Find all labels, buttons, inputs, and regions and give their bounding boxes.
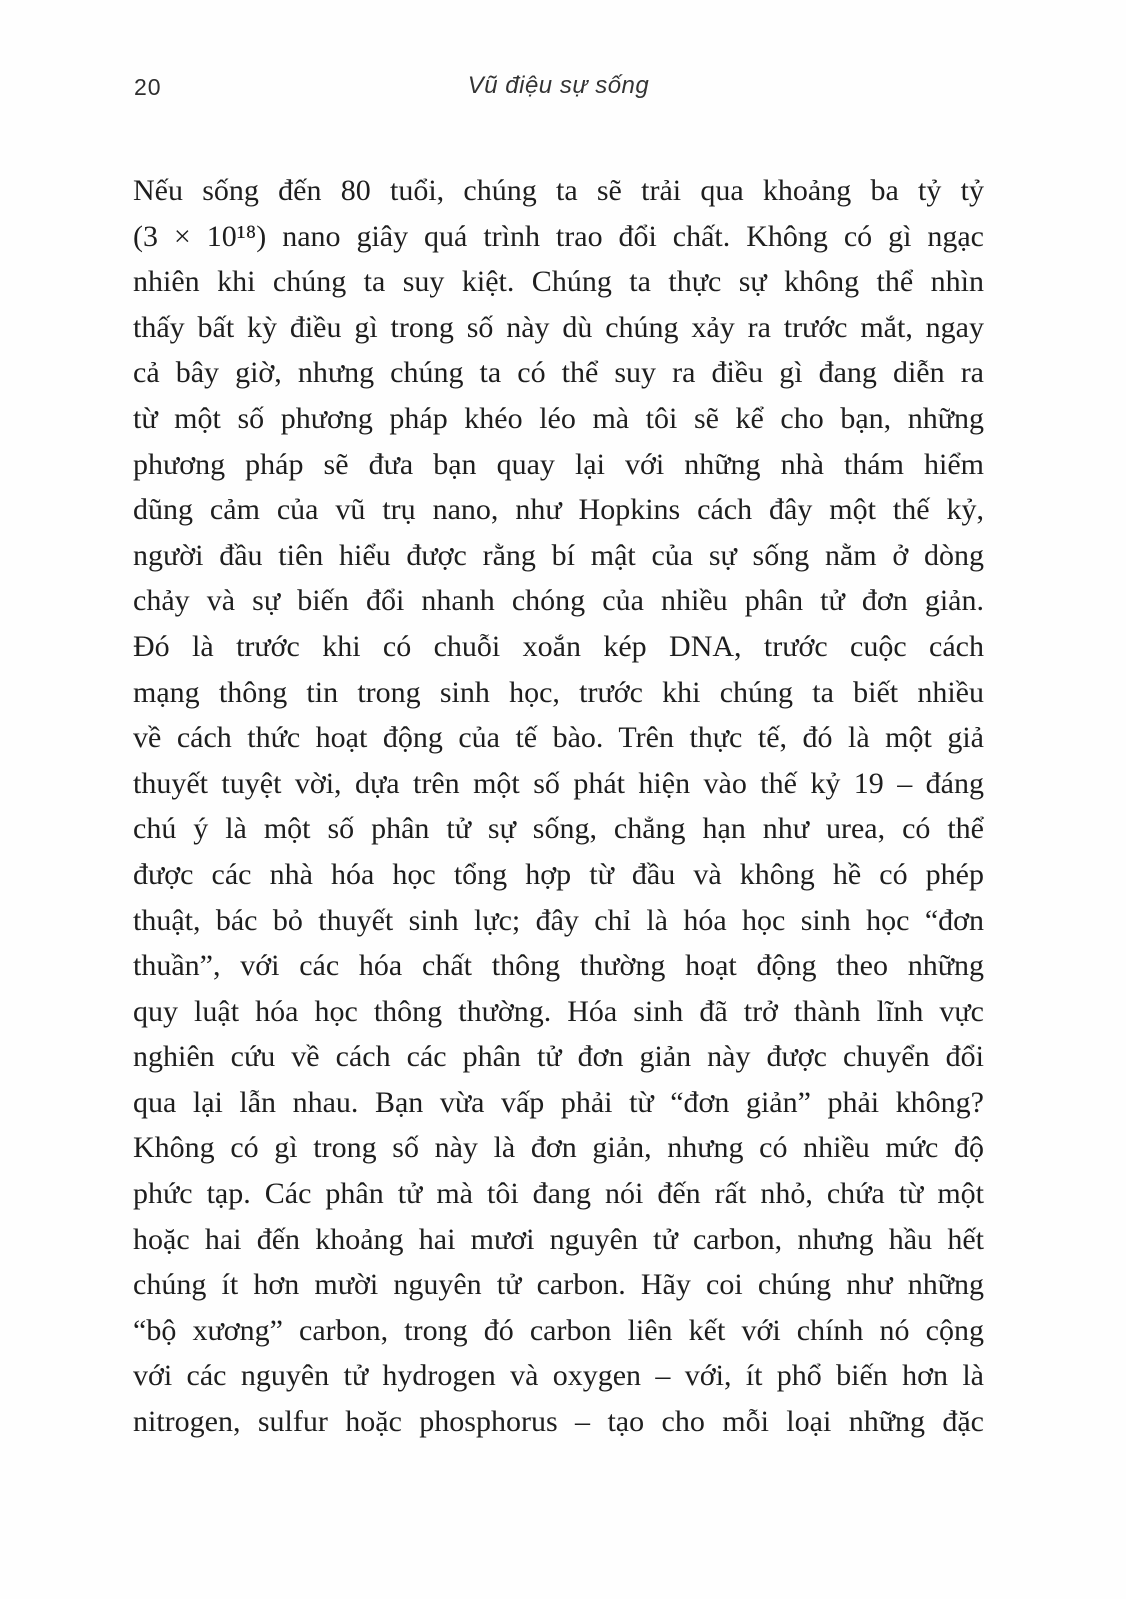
text-line: hoặc hai đến khoảng hai mươi nguyên tử carbon, nhưng hầu hết: [133, 1222, 984, 1256]
text-line: “bộ xương” carbon, trong đó carbon liên kết với chính nó cộng: [133, 1313, 984, 1347]
running-title: Vũ điệu sự sống: [467, 72, 650, 99]
text-line: (3 × 10¹⁸) nano giây quá trình trao đổi chất. Không có gì ngạc: [133, 219, 984, 253]
text-line: thuật, bác bỏ thuyết sinh lực; đây chỉ là hóa học sinh học “đơn: [133, 903, 984, 937]
text-line: Nếu sống đến 80 tuổi, chúng ta sẽ trải qua khoảng ba tỷ tỷ: [133, 174, 984, 207]
text-line: chúng ít hơn mười nguyên tử carbon. Hãy coi chúng như những: [133, 1268, 984, 1302]
text-line: quy luật hóa học thông thường. Hóa sinh đã trở thành lĩnh vực: [133, 994, 984, 1028]
text-line: mạng thông tin trong sinh học, trước khi chúng ta biết nhiều: [133, 675, 984, 709]
text-line: từ một số phương pháp khéo léo mà tôi sẽ kể cho bạn, những: [133, 401, 984, 435]
text-line: thuyết tuyệt vời, dựa trên một số phát hiện vào thế kỷ 19 – đáng: [133, 766, 984, 800]
text-line: Đó là trước khi có chuỗi xoắn kép DNA, trước cuộc cách: [133, 629, 984, 663]
text-line: phức tạp. Các phân tử mà tôi đang nói đến rất nhỏ, chứa từ một: [133, 1177, 984, 1211]
text-line: với các nguyên tử hydrogen và oxygen – với, ít phổ biến hơn là: [133, 1359, 984, 1393]
text-line: nhiên khi chúng ta suy kiệt. Chúng ta thực sự không thể nhìn: [133, 265, 984, 299]
text-line: chú ý là một số phân tử sự sống, chẳng hạn như urea, có thể: [133, 812, 984, 846]
text-line: qua lại lẫn nhau. Bạn vừa vấp phải từ “đơn giản” phải không?: [133, 1085, 984, 1119]
text-line: dũng cảm của vũ trụ nano, như Hopkins cách đây một thế kỷ,: [133, 493, 984, 527]
text-line: chảy và sự biến đổi nhanh chóng của nhiều phân tử đơn giản.: [133, 584, 984, 618]
text-line: thuần”, với các hóa chất thông thường hoạt động theo những: [133, 949, 984, 983]
text-line: Không có gì trong số này là đơn giản, nhưng có nhiều mức độ: [133, 1131, 984, 1165]
running-header: [133, 72, 984, 104]
paragraph-1: [133, 168, 984, 624]
text-line: nghiên cứu về cách các phân tử đơn giản này được chuyển đổi: [133, 1040, 984, 1074]
text-line: phương pháp sẽ đưa bạn quay lại với những nhà thám hiểm: [133, 447, 984, 481]
text-line: được các nhà hóa học tổng hợp từ đầu và không hề có phép: [133, 857, 984, 891]
page-number: 20: [134, 74, 162, 100]
body-text: [133, 168, 984, 1445]
text-line: nitrogen, sulfur hoặc phosphorus – tạo cho mỗi loại những đặc: [133, 1405, 984, 1439]
paragraph-2: [133, 624, 984, 1445]
text-line: cả bây giờ, nhưng chúng ta có thể suy ra điều gì đang diễn ra: [133, 356, 984, 390]
text-line: người đầu tiên hiểu được rằng bí mật của sự sống nằm ở dòng: [133, 538, 984, 572]
text-line: về cách thức hoạt động của tế bào. Trên thực tế, đó là một giả: [133, 721, 984, 755]
text-line: thấy bất kỳ điều gì trong số này dù chúng xảy ra trước mắt, ngay: [133, 310, 984, 344]
